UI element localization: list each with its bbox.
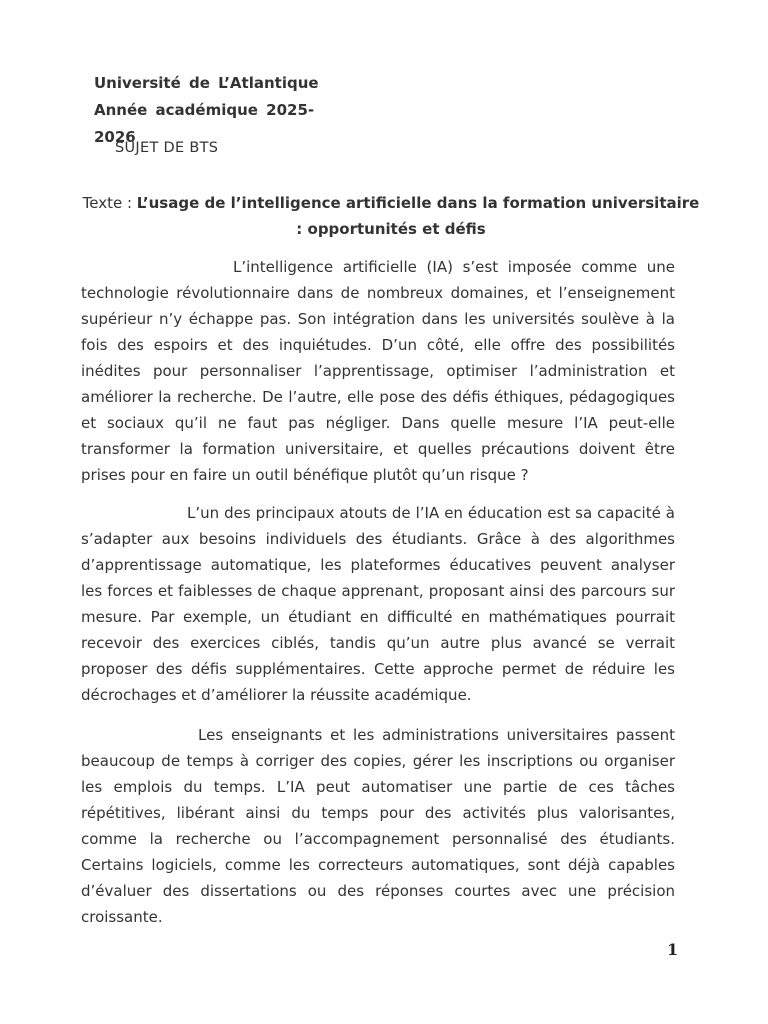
title-text: L’usage de l’intelligence artificielle dans la formation universitaire : opportunités et défis [136,194,700,238]
institution-name: Université de L’Atlantique [94,74,319,92]
academic-year: Année académique 2025-2026 [94,101,315,146]
document-header [94,70,328,146]
paragraph-intro: L’intelligence artificielle (IA) s’est imposée comme une technologie révolutionnaire dans de nombreux domaines, et l’enseignement supérieur n’y échappe pas. Son intégration dans les universités soulève à la fois des espoirs et des inquiétudes. D’un côté, elle offre des possibilités inédites pour personnaliser l’apprentissage, optimiser l’administration et améliorer la recherche. De l’autre, elle pose des défis éthiques, pédagogiques et sociaux qu’il ne faut pas négliger. Dans quelle mesure l’IA peut-elle transformer la formation universitaire, et quelles précautions doivent être prises pour en faire un outil bénéfique plutôt qu’un risque ? [81,258,675,484]
text-title [80,190,702,242]
title-prefix: Texte : [82,194,137,212]
subject-label: SUJET DE BTS [115,140,219,156]
paragraph-personalization: L’un des principaux atouts de l’IA en éducation est sa capacité à s’adapter aux besoins individuels des étudiants. Grâce à des algorithmes d’apprentissage automatique, les plateformes éducatives peuvent analyser les forces et faiblesses de chaque apprenant, proposant ainsi des parcours sur mesure. Par exemple, un étudiant en difficulté en mathématiques pourrait recevoir des exercices ciblés, tandis qu’un autre plus avancé se verrait proposer des défis supplémentaires. Cette approche permet de réduire les décrochages et d’améliorer la réussite académique. [81,504,675,704]
page-number: 1 [667,940,679,959]
paragraph-administration: Les enseignants et les administrations universitaires passent beaucoup de temps à corriger des copies, gérer les inscriptions ou organiser les emplois du temps. L’IA peut automatiser une partie de ces tâches répétitives, libérant ainsi du temps pour des activités plus valorisantes, comme la recherche ou l’accompagnement personnalisé des étudiants. Certains logiciels, comme les correcteurs automatiques, sont déjà capables d’évaluer des dissertations ou des réponses courtes avec une précision croissante. [81,726,675,926]
